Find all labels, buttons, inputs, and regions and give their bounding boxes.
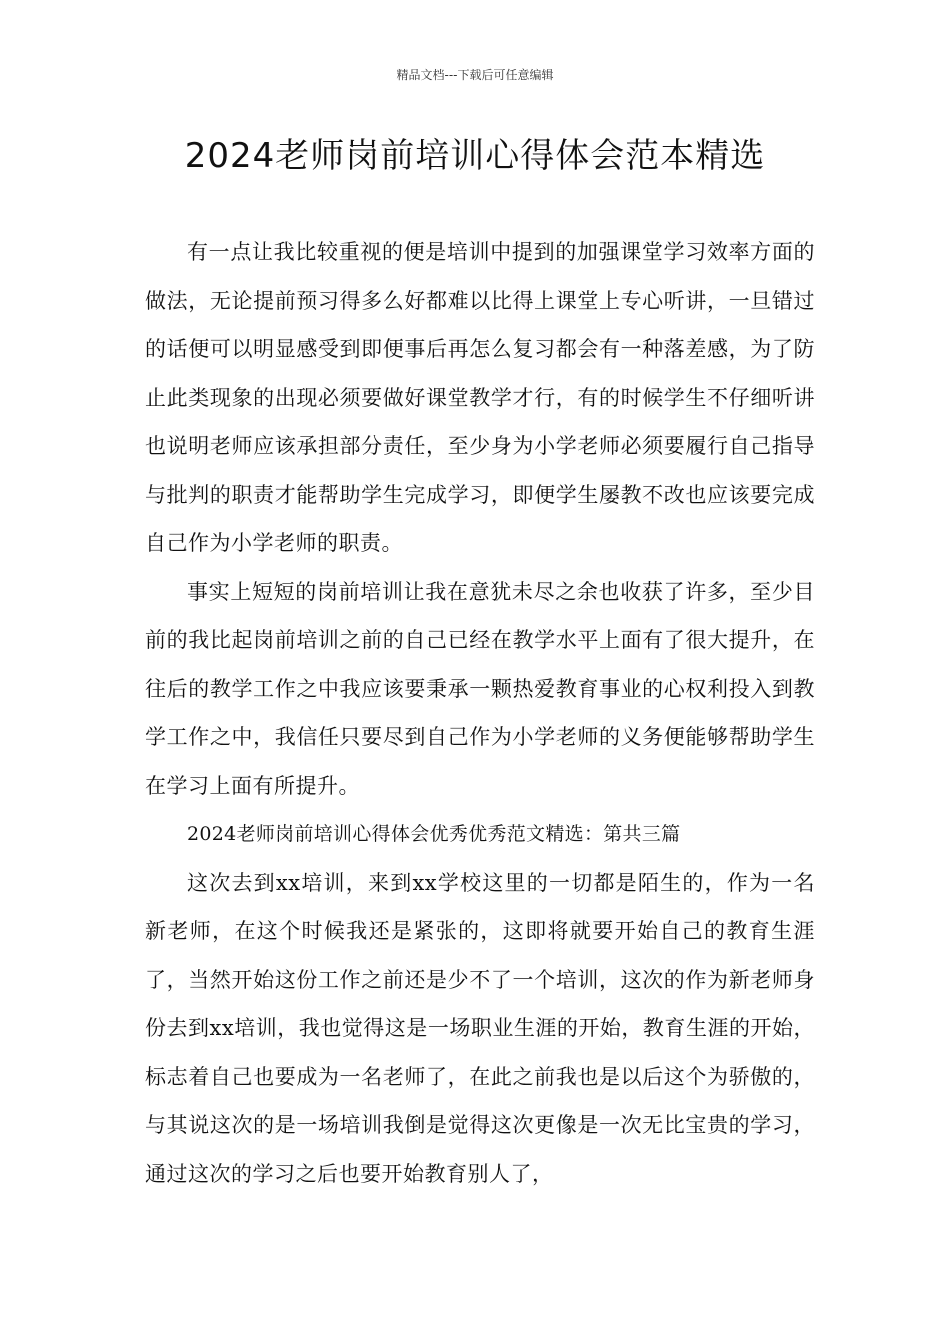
- document-body: [145, 228, 815, 1198]
- document-title: 2024老师岗前培训心得体会范本精选: [184, 136, 766, 176]
- header-note: 精品文档---下载后可任意编辑: [396, 68, 554, 82]
- section-subheading: 2024老师岗前培训心得体会优秀优秀范文精选：第共三篇: [187, 823, 681, 845]
- paragraph-1: 有一点让我比较重视的便是培训中提到的加强课堂学习效率方面的做法，无论提前预习得多么好都难以比得上课堂上专心听讲，一旦错过的话便可以明显感受到即便事后再怎么复习都会有一种落差感，为了防止此类现象的出现必须要做好课堂教学才行，有的时候学生不仔细听讲也说明老师应该承担部分责任，至少身为小学老师必须要履行自己指导与批判的职责才能帮助学生完成学习，即便学生屡教不改也应该要完成自己作为小学老师的职责。: [145, 240, 815, 555]
- paragraph-2: 事实上短短的岗前培训让我在意犹未尽之余也收获了许多，至少目前的我比起岗前培训之前的自己已经在教学水平上面有了很大提升，在往后的教学工作之中我应该要秉承一颗热爱教育事业的心权利投入到教学工作之中，我信任只要尽到自己作为小学老师的义务便能够帮助学生在学习上面有所提升。: [145, 579, 815, 798]
- paragraph-3: 这次去到xx培训，来到xx学校这里的一切都是陌生的，作为一名新老师，在这个时候我还是紧张的，这即将就要开始自己的教育生涯了，当然开始这份工作之前还是少不了一个培训，这次的作为新老师身份去到xx培训，我也觉得这是一场职业生涯的开始，教育生涯的开始，标志着自己也要成为一名老师了，在此之前我也是以后这个为骄傲的，与其说这次的是一场培训我倒是觉得这次更像是一次无比宝贵的学习，通过这次的学习之后也要开始教育别人了，: [145, 870, 815, 1186]
